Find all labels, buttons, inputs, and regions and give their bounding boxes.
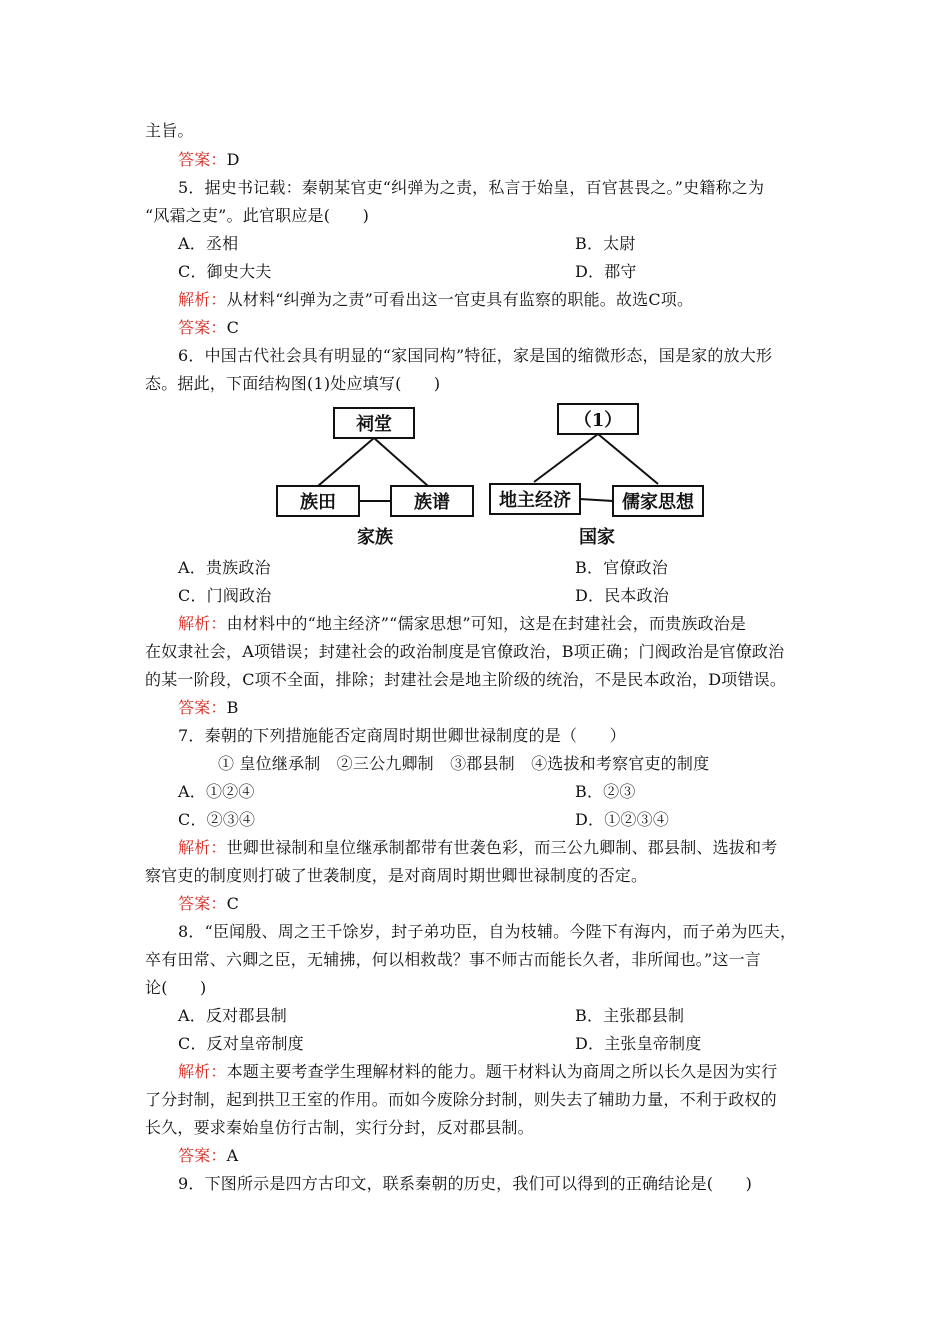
text-line: 主旨。 <box>145 121 194 140</box>
analysis-label: 解析： <box>178 838 227 857</box>
analysis-text: 世卿世禄制和皇位继承制都带有世袭色彩，而三公九卿制、郡县制、选拔和考 <box>226 838 778 857</box>
option-a: A．丞相 <box>178 234 239 253</box>
option-c: C．御史大夫 <box>178 262 272 281</box>
answer-line <box>178 894 239 914</box>
option-d: D．民本政治 <box>575 586 670 605</box>
question-5-line-1: 5．据史书记载：秦朝某官吏“纠弹为之责，私言于始皇，百官甚畏之。”史籍称之为 <box>178 178 765 197</box>
option-a: A．反对郡县制 <box>178 1006 287 1025</box>
analysis-line <box>178 290 693 310</box>
option-d: D．郡守 <box>575 262 637 281</box>
answer-value: B <box>226 698 239 717</box>
diagram-label: 族田 <box>300 492 336 513</box>
question-8-line-2: 卒有田常、六卿之臣，无辅拂，何以相救哉？事不师古而能长久者，非所闻也。”这一言 <box>145 950 761 969</box>
analysis-text: 的某一阶段，C项不全面，排除；封建社会是地主阶级的统治，不是民本政治，D项错误。 <box>145 670 787 689</box>
structure-diagram <box>270 398 710 558</box>
diagram-label: 族谱 <box>414 492 450 513</box>
analysis-text: 从材料“纠弹为之责”可看出这一官吏具有监察的职能。故选C项。 <box>226 290 694 309</box>
option-a: A．①②④ <box>178 782 255 801</box>
analysis-line <box>178 1062 777 1082</box>
option-b: B．太尉 <box>575 234 636 253</box>
analysis-label: 解析： <box>178 290 227 309</box>
question-6-line-2: 态。据此，下面结构图(1)处应填写( ) <box>145 374 441 393</box>
diagram-label: 地主经济 <box>499 490 571 511</box>
diagram-label: （1） <box>573 410 623 431</box>
analysis-text: 察官吏的制度则打破了世袭制度，是对商周时期世卿世禄制度的否定。 <box>145 866 648 885</box>
answer-value: C <box>226 318 240 337</box>
answer-label: 答案： <box>178 894 227 913</box>
question-5-line-2: “风霜之吏”。此官职应是( ) <box>145 206 370 225</box>
answer-label: 答案： <box>178 1146 227 1165</box>
answer-line <box>178 318 239 338</box>
option-b: B．主张郡县制 <box>575 1006 685 1025</box>
analysis-text: 了分封制，起到拱卫王室的作用。而如今废除分封制，则失去了辅助力量，不利于政权的 <box>145 1090 777 1109</box>
option-c: C．②③④ <box>178 810 256 829</box>
diagram-label: 祠堂 <box>356 414 392 435</box>
answer-line <box>178 150 240 170</box>
diagram-caption: 家族 <box>357 527 393 548</box>
answer-label: 答案： <box>178 150 227 169</box>
answer-line <box>178 698 239 718</box>
diagram-caption: 国家 <box>579 527 615 548</box>
diagram-label: 儒家思想 <box>622 492 694 513</box>
option-c: C．门阀政治 <box>178 586 272 605</box>
question-7-line-1: 7．秦朝的下列措施能否定商周时期世卿世禄制度的是（ ） <box>178 726 626 745</box>
analysis-text: 本题主要考查学生理解材料的能力。题干材料认为商周之所以长久是因为实行 <box>226 1062 778 1081</box>
answer-label: 答案： <box>178 698 227 717</box>
question-6-line-1: 6．中国古代社会具有明显的“家国同构”特征，家是国的缩微形态，国是家的放大形 <box>178 346 773 365</box>
analysis-text: 长久，要求秦始皇仿行古制，实行分封，反对郡县制。 <box>145 1118 534 1137</box>
analysis-line <box>178 614 746 634</box>
option-c: C．反对皇帝制度 <box>178 1034 304 1053</box>
analysis-text: 由材料中的“地主经济”“儒家思想”可知，这是在封建社会，而贵族政治是 <box>226 614 747 633</box>
question-8-line-1: 8．“臣闻殷、周之王千馀岁，封子弟功臣，自为枝辅。今陛下有海内，而子弟为匹夫， <box>178 922 797 941</box>
option-b: B．官僚政治 <box>575 558 668 577</box>
question-8-line-3: 论( ) <box>145 978 207 997</box>
option-b: B．②③ <box>575 782 636 801</box>
answer-value: D <box>226 150 240 169</box>
answer-label: 答案： <box>178 318 227 337</box>
option-a: A．贵族政治 <box>178 558 271 577</box>
question-7-line-2: ① 皇位继承制 ②三公九卿制 ③郡县制 ④选拔和考察官吏的制度 <box>218 754 710 773</box>
answer-line <box>178 1146 238 1166</box>
analysis-text: 在奴隶社会，A项错误；封建社会的政治制度是官僚政治，B项正确；门阀政治是官僚政治 <box>145 642 785 661</box>
analysis-line <box>178 838 777 858</box>
analysis-label: 解析： <box>178 1062 227 1081</box>
analysis-label: 解析： <box>178 614 227 633</box>
answer-value: A <box>226 1146 239 1165</box>
question-9-line-1: 9．下图所示是四方古印文，联系秦朝的历史，我们可以得到的正确结论是( ) <box>178 1174 753 1193</box>
answer-value: C <box>226 894 240 913</box>
option-d: D．①②③④ <box>575 810 670 829</box>
option-d: D．主张皇帝制度 <box>575 1034 702 1053</box>
